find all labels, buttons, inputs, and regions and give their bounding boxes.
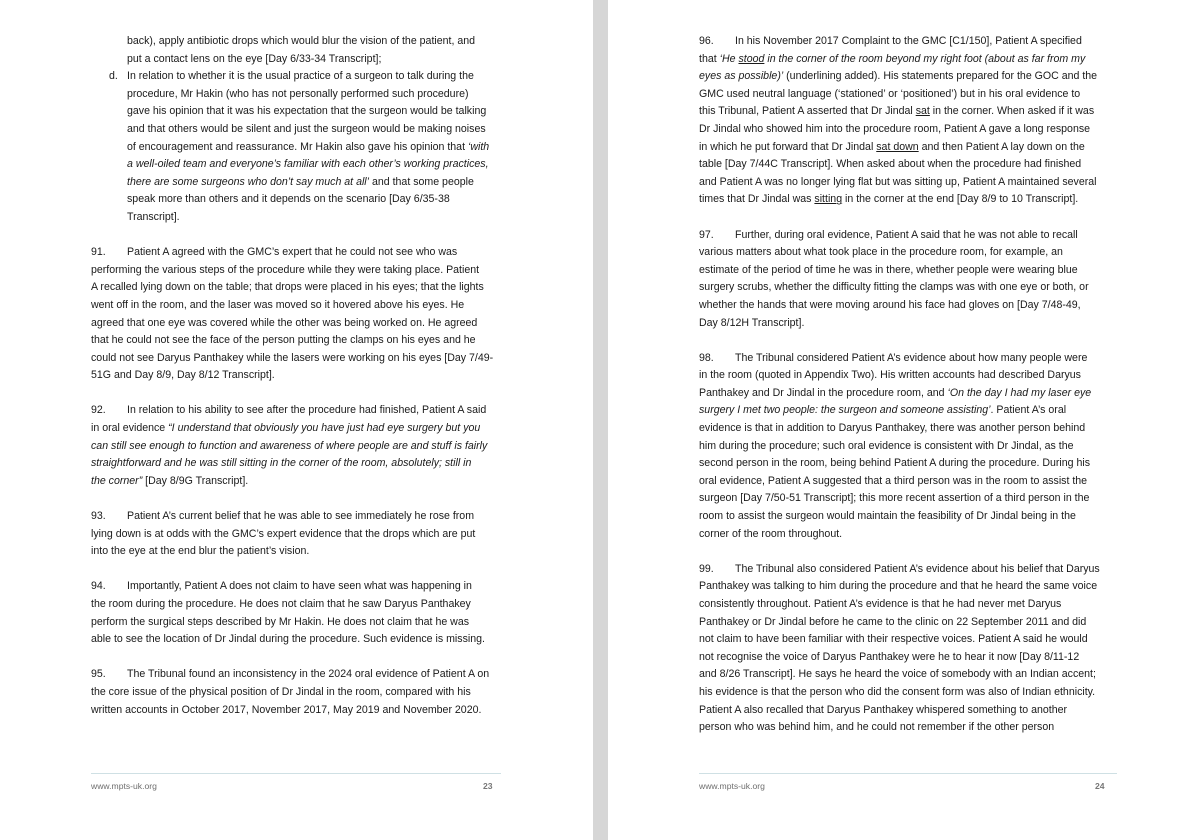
text-line: evidence is that in addition to Daryus Panthakey, there was another person behind xyxy=(699,422,1086,435)
page-number: 24 xyxy=(1095,781,1105,791)
text-line: . Patient A’s oral xyxy=(990,404,1067,417)
text-line: oral evidence, Patient A suggested that a third person was in the room to assist the xyxy=(699,474,1088,487)
text-line: the core issue of the physical position of Dr Jindal in the room, compared with his xyxy=(91,685,471,698)
text-line: Panthakey and Dr Jindal in the procedure room, and xyxy=(699,386,948,399)
paragraph-number: 93. xyxy=(91,510,106,523)
text-line: The Tribunal found an inconsistency in the 2024 oral evidence of Patient A on xyxy=(127,668,490,681)
text-line: and Patient A was no longer lying flat but was sitting up, Patient A maintained several xyxy=(699,175,1097,188)
text-line: Panthakey or Dr Jindal before he came to the clinic on 22 September 2011 and did xyxy=(699,615,1087,628)
text-line: him during the procedure; such oral evidence is consistent with Dr Jindal, as the xyxy=(699,439,1074,452)
text-line: and then Patient A lay down on the xyxy=(918,140,1085,153)
paragraph-number: 92. xyxy=(91,404,106,417)
paragraph-95 xyxy=(91,666,503,719)
paragraph-number: 96. xyxy=(699,35,714,47)
text-line: times that Dr Jindal was xyxy=(699,193,815,206)
text-line: Patient A agreed with the GMC’s expert that he could not see who was xyxy=(127,246,458,259)
paragraph-94 xyxy=(91,578,503,648)
text-line: The Tribunal considered Patient A’s evidence about how many people were xyxy=(735,351,1088,364)
text-line: In his November 2017 Complaint to the GMC [C1/150], Patient A specified xyxy=(735,35,1082,47)
paragraph-number: 91. xyxy=(91,246,106,259)
text-line: 51G and Day 8/9, Day 8/12 Transcript]. xyxy=(91,369,275,382)
text-line: Further, during oral evidence, Patient A said that he was not able to recall xyxy=(735,228,1078,241)
text-line: agreed that one eye was covered while the other was being worked on. He agreed xyxy=(91,316,478,329)
page-gap xyxy=(593,0,608,840)
text-line: perform the surgical steps described by Mr Hakin. He does not claim that he was xyxy=(91,615,470,628)
quote-text: “I understand that obviously you have just had eye surgery but you xyxy=(168,422,481,435)
text-line: various matters about what took place in the procedure room, for example, an xyxy=(699,246,1063,259)
text-line: went off in the room, and the laser was moved so it hovered above his eyes. He xyxy=(91,298,465,311)
text-line: in oral evidence xyxy=(91,422,169,435)
text-line: [Day 8/9G Transcript]. xyxy=(142,474,249,487)
text-line: GMC used neutral language (‘stationed’ or ‘positioned’) but in his oral evidence to xyxy=(699,87,1081,100)
paragraph-number: 99. xyxy=(699,562,714,575)
text-line: Importantly, Patient A does not claim to have seen what was happening in xyxy=(127,580,472,593)
quote-text: there are some surgeons who don’t say much at all’ xyxy=(127,175,370,188)
text-line: lying down is at odds with the GMC’s expert evidence that the drops which are put xyxy=(91,527,476,540)
footer-rule xyxy=(91,773,501,774)
text-line: not claim to have been familiar with their respective voices. Patient A said he would xyxy=(699,633,1088,646)
text-line: written accounts in October 2017, November 2017, May 2019 and November 2020. xyxy=(91,703,482,716)
paragraph-number: 98. xyxy=(699,351,714,364)
quote-text: ‘with xyxy=(467,140,490,153)
text-line: speak more than others and it depends on the scenario [Day 6/35-38 xyxy=(127,193,450,206)
quote-text: surgery I met two people: the surgeon and someone assisting’ xyxy=(699,404,991,417)
text-line: table [Day 7/44C Transcript]. When asked about when the procedure had finished xyxy=(699,158,1082,171)
text-line: The Tribunal also considered Patient A’s evidence about his belief that Daryus xyxy=(735,562,1100,575)
text-line: this Tribunal, Patient A asserted that Dr Jindal xyxy=(699,105,916,118)
text-line: the room during the procedure. He does not claim that he saw Daryus Panthakey xyxy=(91,598,471,610)
text-line: back), apply antibiotic drops which would blur the vision of the patient, and xyxy=(127,35,476,47)
paragraph-number: 97. xyxy=(699,228,714,241)
text-line: that xyxy=(699,52,720,65)
text-line: able to see the location of Dr Jindal during the procedure. Such evidence is missing. xyxy=(91,633,485,646)
text-line: and 8/26 Transcript]. He says he heard the voice of somebody with an Indian accent; xyxy=(699,668,1096,681)
underlined-text: sitting xyxy=(814,193,843,206)
text-line: (underlining added). His statements prepared for the GOC and the xyxy=(783,70,1098,83)
text-line: in the corner. When asked if it was xyxy=(929,105,1095,118)
text-line: consistently throughout. Patient A’s evidence is that he had never met Daryus xyxy=(699,598,1062,610)
document-page-23 xyxy=(0,0,593,840)
quote-text: straightforward and he was still sitting in the corner of the room, absolutely; still in xyxy=(91,457,472,470)
text-line: in the corner at the end [Day 8/9 to 10 Transcript]. xyxy=(842,193,1079,206)
text-line: his evidence is that the person who did the consent form was also of Indian ethnicity. xyxy=(699,685,1096,698)
underlined-text: stood xyxy=(738,52,765,65)
text-line: Dr Jindal who showed him into the procedure room, Patient A gave a long response xyxy=(699,122,1091,135)
text-line: Patient A also recalled that Daryus Panthakey whispered something to another xyxy=(699,703,1068,716)
text-line: whether the hands that were moving around his face had gloves on [Day 7/48-49, xyxy=(699,298,1081,311)
text-line: corner of the room throughout. xyxy=(699,527,843,540)
quote-text: the corner” xyxy=(91,474,143,487)
text-line: and that others would be silent and just the surgeon would be making noises xyxy=(127,122,486,135)
sub-item-d xyxy=(91,68,503,226)
text-line: performing the various steps of the procedure while they were taking place. Patient xyxy=(91,263,480,276)
document-page-24 xyxy=(608,0,1200,840)
paragraph-91 xyxy=(91,244,503,385)
text-line: A recalled lying down on the table; that drops were placed in his eyes; that the lights xyxy=(91,281,484,294)
text-line: into the eye at the end blur the patient’s vision. xyxy=(91,545,310,558)
text-line: of encouragement and reassurance. Mr Hakin also gave his opinion that xyxy=(127,140,468,153)
text-line: could not see Daryus Panthakey while the lasers were working on his eyes [Day 7/49- xyxy=(91,351,494,364)
text-line: person who was behind him, and he could not remember if the other person xyxy=(699,721,1055,734)
text-line: second person in the room, being behind Patient A during the procedure. During his xyxy=(699,457,1091,470)
paragraph-93 xyxy=(91,508,503,561)
page-number: 23 xyxy=(483,781,493,791)
text-line: surgery scrubs, whether the difficulty fitting the clamps was with one eye or both, or xyxy=(699,281,1089,294)
text-line: in the room (quoted in Appendix Two). His written accounts had described Daryus xyxy=(699,369,1081,382)
quote-text: ‘He xyxy=(719,52,739,65)
paragraph-number: 94. xyxy=(91,580,106,593)
text-line: room to assist the surgeon would maintain the feasibility of Dr Jindal being in the xyxy=(699,510,1076,523)
text-line: Patient A’s current belief that he was able to see immediately he rose from xyxy=(127,510,475,523)
quote-text: eyes as possible)’ xyxy=(699,70,784,83)
footer-rule xyxy=(699,773,1117,774)
text-line: in which he put forward that Dr Jindal xyxy=(699,140,877,153)
text-line: Day 8/12H Transcript]. xyxy=(699,316,805,329)
footer-url[interactable]: www.mpts-uk.org xyxy=(91,781,157,791)
quote-text: in the corner of the room beyond my right foot (about as far from my xyxy=(764,52,1086,65)
quote-text: can still see enough to function and awareness of where people are and stuff is fairly xyxy=(91,439,488,452)
continued-item xyxy=(91,33,503,68)
paragraph-97 xyxy=(699,227,1117,333)
text-line: that he could not see the face of the person putting the clamps on his eyes and he xyxy=(91,334,476,347)
underlined-text: sat xyxy=(915,105,930,118)
list-marker: d. xyxy=(109,70,118,83)
text-line: and that some people xyxy=(369,175,474,188)
underlined-text: sat down xyxy=(876,140,919,153)
paragraph-92 xyxy=(91,402,503,490)
text-line: not recognise the voice of Daryus Panthakey were he to hear it now [Day 8/11-12 xyxy=(699,650,1080,663)
paragraph-96 xyxy=(699,33,1117,209)
paragraph-99 xyxy=(699,561,1117,737)
page-body xyxy=(699,33,1117,737)
text-line: Panthakey was talking to him during the procedure and that he heard the same voice xyxy=(699,580,1098,593)
text-line: In relation to whether it is the usual practice of a surgeon to talk during the xyxy=(127,70,474,83)
paragraph-number: 95. xyxy=(91,668,106,681)
quote-text: ‘On the day I had my laser eye xyxy=(947,386,1092,399)
page-body xyxy=(91,33,503,719)
text-line: gave his opinion that it was his expectation that the surgeon would be talking xyxy=(127,105,487,118)
text-line: put a contact lens on the eye [Day 6/33-34 Transcript]; xyxy=(127,52,382,65)
quote-text: a well-oiled team and everyone’s familiar with each other’s working practices, xyxy=(127,158,489,171)
paragraph-98 xyxy=(699,350,1117,544)
text-line: Transcript]. xyxy=(127,210,180,223)
text-line: surgeon [Day 7/50-51 Transcript]; this more recent assertion of a third person in the xyxy=(699,492,1090,505)
text-line: procedure, Mr Hakin (who has not personally performed such procedure) xyxy=(127,87,469,100)
text-line: estimate of the period of time he was in there, whether people were wearing blue xyxy=(699,263,1078,276)
text-line: In relation to his ability to see after the procedure had finished, Patient A said xyxy=(127,404,487,417)
footer-url[interactable]: www.mpts-uk.org xyxy=(699,781,765,791)
